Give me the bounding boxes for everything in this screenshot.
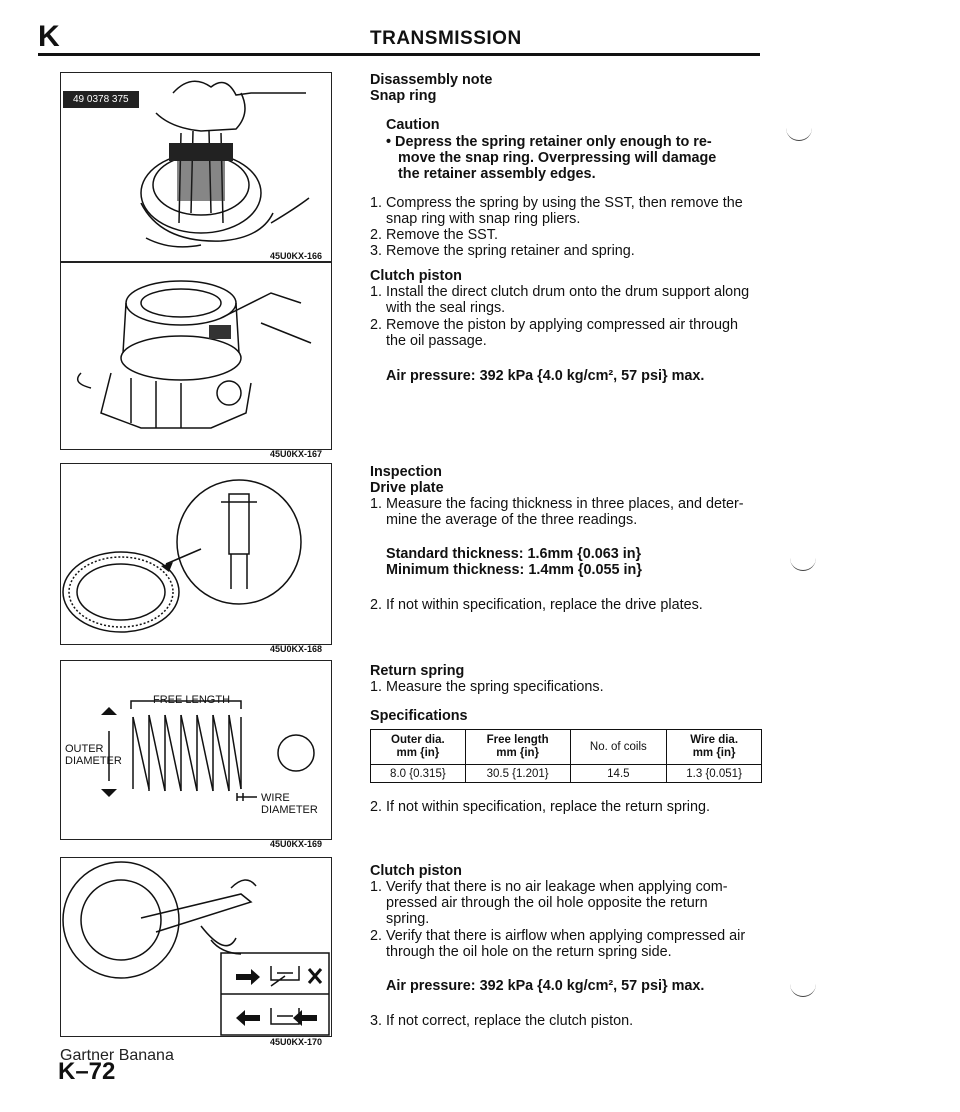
step-text: 1. Compress the spring by using the SST, then remove the <box>370 195 743 211</box>
heading-inspection: Inspection <box>370 464 442 480</box>
table-cell: 14.5 <box>570 765 667 783</box>
label-outer: OUTER <box>65 743 104 755</box>
step-text: 1. Install the direct clutch drum onto the drum support along <box>370 284 750 300</box>
air-pressure-spec: Air pressure: 392 kPa {4.0 kg/cm², 57 psi} max. <box>386 368 705 384</box>
figure-code: 45U0KX-166 <box>270 251 323 261</box>
margin-mark <box>790 982 816 997</box>
page-number: K–72 <box>58 1058 116 1085</box>
column-header-wire-dia: Wire dia. mm {in} <box>667 730 762 765</box>
figure-code: 45U0KX-169 <box>270 839 323 849</box>
sst-label: 49 0378 375 <box>63 91 139 108</box>
table-header-row <box>371 730 762 765</box>
step-text: mine the average of the three readings. <box>386 512 638 528</box>
page-title: TRANSMISSION <box>370 28 522 49</box>
step-text: with the seal rings. <box>386 300 506 316</box>
label-wire-diameter: DIAMETER <box>261 804 318 816</box>
step-text: 3. If not correct, replace the clutch piston. <box>370 1013 634 1029</box>
table-cell: 30.5 {1.201} <box>465 765 570 783</box>
spring-spec-table <box>370 729 762 783</box>
figure-spring-compress <box>60 72 332 262</box>
heading-clutch-piston-check: Clutch piston <box>370 863 462 879</box>
caution-line-3: the retainer assembly edges. <box>398 166 596 182</box>
step-text: 2. Remove the SST. <box>370 227 498 243</box>
step-text: pressed air through the oil hole opposite the return <box>386 895 708 911</box>
figure-code: 45U0KX-170 <box>270 1037 323 1047</box>
table-row <box>371 765 762 783</box>
column-header-outer-dia: Outer dia. mm {in} <box>371 730 466 765</box>
step-text: 2. Remove the piston by applying compressed air through <box>370 317 738 333</box>
margin-mark <box>790 556 816 571</box>
step-text: snap ring with snap ring pliers. <box>386 211 581 227</box>
air-check-illustration <box>61 858 331 1036</box>
column-header-coils: No. of coils <box>570 730 667 765</box>
step-text: 1. Measure the facing thickness in three places, and deter- <box>370 496 744 512</box>
table-cell: 8.0 {0.315} <box>371 765 466 783</box>
heading-drive-plate: Drive plate <box>370 480 444 496</box>
column-header-free-length: Free length mm {in} <box>465 730 570 765</box>
piston-removal-illustration <box>61 263 331 449</box>
label-outer-diameter: DIAMETER <box>65 755 122 767</box>
minimum-thickness: Minimum thickness: 1.4mm {0.055 in} <box>386 562 642 578</box>
figure-code: 45U0KX-167 <box>270 449 323 459</box>
figure-air-check <box>60 857 332 1037</box>
drive-plate-illustration <box>61 464 331 644</box>
figure-drive-plate <box>60 463 332 645</box>
step-text: spring. <box>386 911 430 927</box>
step-text: 2. If not within specification, replace the return spring. <box>370 799 710 815</box>
caution-text: • Depress the spring retainer only enough to re- move the snap ring. Overpressing will damage the retainer assembly edges. <box>386 134 766 182</box>
figure-return-spring <box>60 660 332 840</box>
heading-snap-ring: Snap ring <box>370 88 437 104</box>
step-text: the oil passage. <box>386 333 487 349</box>
step-text: 1. Measure the spring specifications. <box>370 679 604 695</box>
figure-piston-removal <box>60 262 332 450</box>
step-text: 2. Verify that there is airflow when applying compressed air <box>370 928 746 944</box>
step-text: through the oil hole on the return spring side. <box>386 944 672 960</box>
table-cell: 1.3 {0.051} <box>667 765 762 783</box>
air-pressure-spec: Air pressure: 392 kPa {4.0 kg/cm², 57 psi} max. <box>386 978 705 994</box>
heading-return-spring: Return spring <box>370 663 465 679</box>
label-free-length: FREE LENGTH <box>153 694 231 706</box>
header-rule <box>38 53 760 56</box>
heading-clutch-piston: Clutch piston <box>370 268 462 284</box>
heading-disassembly: Disassembly note <box>370 72 493 88</box>
footer-watermark: Gartner Banana <box>60 1047 174 1064</box>
section-letter: K <box>38 20 60 53</box>
caution-line-2: move the snap ring. Overpressing will damage <box>398 150 717 166</box>
margin-mark <box>786 126 812 141</box>
caution-title: Caution <box>386 117 440 133</box>
step-text: 1. Verify that there is no air leakage when applying com- <box>370 879 728 895</box>
figure-code: 45U0KX-168 <box>270 644 323 654</box>
step-text: 3. Remove the spring retainer and spring. <box>370 243 635 259</box>
heading-specifications: Specifications <box>370 708 468 724</box>
caution-line-1: Depress the spring retainer only enough to re- <box>395 134 712 150</box>
standard-thickness: Standard thickness: 1.6mm {0.063 in} <box>386 546 642 562</box>
label-wire: WIRE <box>261 792 290 804</box>
step-text: 2. If not within specification, replace the drive plates. <box>370 597 703 613</box>
